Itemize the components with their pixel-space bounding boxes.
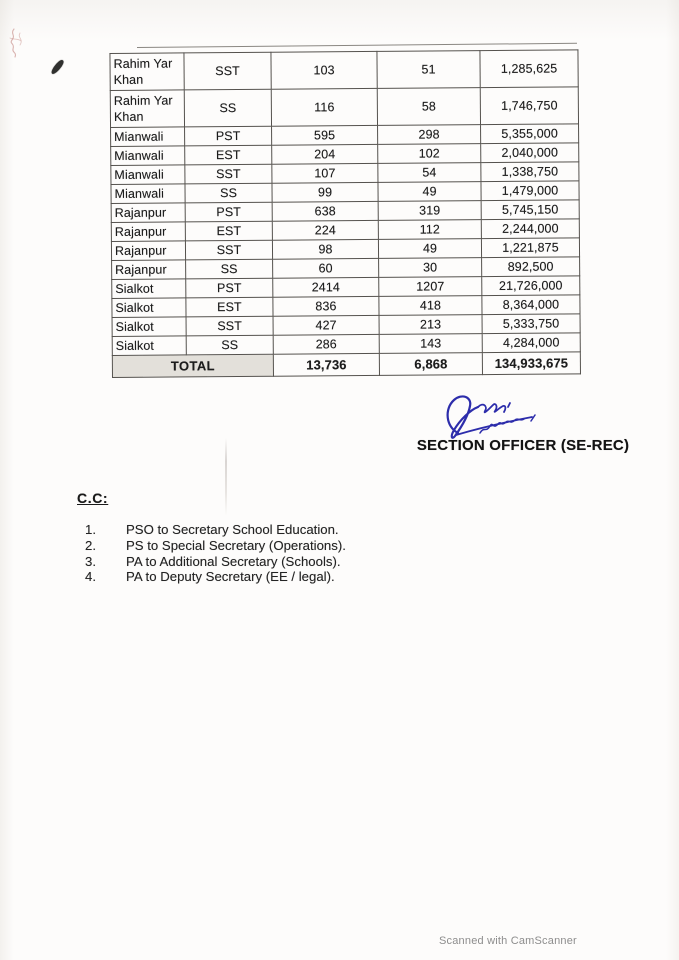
table-cell: Mianwali	[111, 146, 185, 166]
table-cell: EST	[185, 145, 272, 165]
camscanner-footer: Scanned with CamScanner	[439, 935, 577, 947]
table-cell: Rajanpur	[111, 241, 185, 261]
table-cell: 2,040,000	[481, 143, 579, 163]
table-cell: 5,333,750	[482, 314, 580, 334]
table-cell: SST	[186, 316, 273, 336]
table-cell: 103	[271, 51, 377, 89]
table-cell: 638	[272, 201, 378, 221]
table-cell: EST	[186, 297, 273, 317]
table-cell: 49	[378, 239, 481, 259]
table-cell: 1207	[379, 277, 482, 297]
table-cell: 892,500	[482, 257, 580, 277]
table-cell: 224	[272, 220, 378, 240]
table-cell: 99	[272, 182, 378, 202]
table-top-remnant-line	[137, 43, 577, 48]
table-cell: 51	[377, 51, 480, 89]
table-cell: PST	[185, 126, 272, 146]
table-cell: 21,726,000	[482, 276, 580, 296]
total-value-cell: 13,736	[273, 353, 379, 376]
table-cell: Rajanpur	[112, 260, 186, 280]
cc-item	[85, 554, 485, 570]
cc-item-number: 1.	[85, 522, 96, 537]
table-cell: 107	[272, 163, 378, 183]
table-cell: 213	[379, 315, 482, 335]
table-cell: 4,284,000	[482, 333, 580, 353]
table-cell: PST	[185, 202, 272, 222]
table-cell: 1,479,000	[481, 181, 579, 201]
table-cell: 427	[273, 315, 379, 335]
table-total-row	[112, 352, 580, 378]
table-cell: SS	[184, 89, 271, 127]
cc-list	[85, 522, 485, 585]
table-cell: Rahim Yar Khan	[110, 53, 184, 91]
table-cell: 1,285,625	[480, 50, 578, 88]
cc-item-text: PS to Special Secretary (Operations).	[126, 537, 346, 553]
table-cell: 319	[378, 201, 481, 221]
allocation-table-wrapper	[109, 49, 580, 378]
table-cell: 143	[379, 334, 482, 354]
total-value-cell: 6,868	[379, 353, 482, 376]
table-cell: 5,355,000	[481, 124, 579, 144]
table-cell: 60	[273, 258, 379, 278]
cc-item-number: 2.	[85, 537, 96, 553]
table-cell: SS	[186, 335, 273, 355]
paper-fold-line	[225, 438, 227, 516]
table-cell: 54	[378, 163, 481, 183]
table-cell: 1,338,750	[481, 162, 579, 182]
table-cell: Sialkot	[112, 279, 186, 299]
table-cell: Rahim Yar Khan	[110, 90, 184, 128]
table-cell: 102	[378, 144, 481, 164]
table-cell: Sialkot	[112, 336, 186, 356]
table-cell: 112	[378, 220, 481, 240]
table-cell: Mianwali	[111, 165, 185, 185]
table-cell: Rajanpur	[111, 203, 185, 223]
table-cell: Sialkot	[112, 317, 186, 337]
table-cell: 116	[271, 88, 377, 126]
cc-item-text: PSO to Secretary School Education.	[126, 522, 339, 537]
table-cell: 5,745,150	[481, 200, 579, 220]
table-cell: 1,746,750	[480, 87, 578, 125]
table-cell: PST	[186, 278, 273, 298]
table-cell: 1,221,875	[481, 238, 579, 258]
cc-item-number: 4.	[85, 569, 96, 585]
table-cell: 2414	[273, 277, 379, 297]
table-cell: 58	[377, 88, 480, 126]
table-cell: 2,244,000	[481, 219, 579, 239]
table-cell: 8,364,000	[482, 295, 580, 315]
table-cell: 49	[378, 182, 481, 202]
allocation-table	[109, 49, 581, 378]
cc-heading: C.C:	[77, 490, 109, 506]
table-cell: 204	[272, 144, 378, 164]
cc-item	[85, 522, 485, 538]
table-cell: Sialkot	[112, 298, 186, 318]
table-cell: Rajanpur	[111, 222, 185, 242]
cc-item-text: PA to Deputy Secretary (EE / legal).	[126, 569, 335, 585]
cc-item-text: PA to Additional Secretary (Schools).	[126, 553, 341, 569]
red-ink-mark	[4, 26, 34, 62]
total-label-cell: TOTAL	[112, 354, 273, 377]
table-cell: 418	[379, 296, 482, 316]
cc-item	[85, 538, 485, 554]
table-body	[110, 50, 581, 378]
black-ink-mark	[50, 59, 66, 76]
table-cell: SS	[185, 183, 272, 203]
table-cell: 836	[273, 296, 379, 316]
total-value-cell: 134,933,675	[482, 352, 580, 375]
table-row	[110, 87, 578, 128]
table-cell: 298	[378, 125, 481, 145]
table-cell: SS	[186, 259, 273, 279]
table-cell: Mianwali	[111, 184, 185, 204]
table-cell: SST	[184, 52, 271, 90]
table-cell: 98	[272, 239, 378, 259]
table-cell: 595	[272, 125, 378, 145]
table-cell: Mianwali	[111, 127, 185, 147]
cc-item	[85, 569, 485, 585]
table-cell: SST	[185, 164, 272, 184]
officer-title: SECTION OFFICER (SE-REC)	[416, 437, 630, 454]
table-cell: 286	[273, 334, 379, 354]
table-cell: 30	[379, 258, 482, 278]
table-cell: EST	[185, 221, 272, 241]
table-row	[110, 50, 578, 91]
cc-item-number: 3.	[85, 553, 96, 569]
table-cell: SST	[185, 240, 272, 260]
